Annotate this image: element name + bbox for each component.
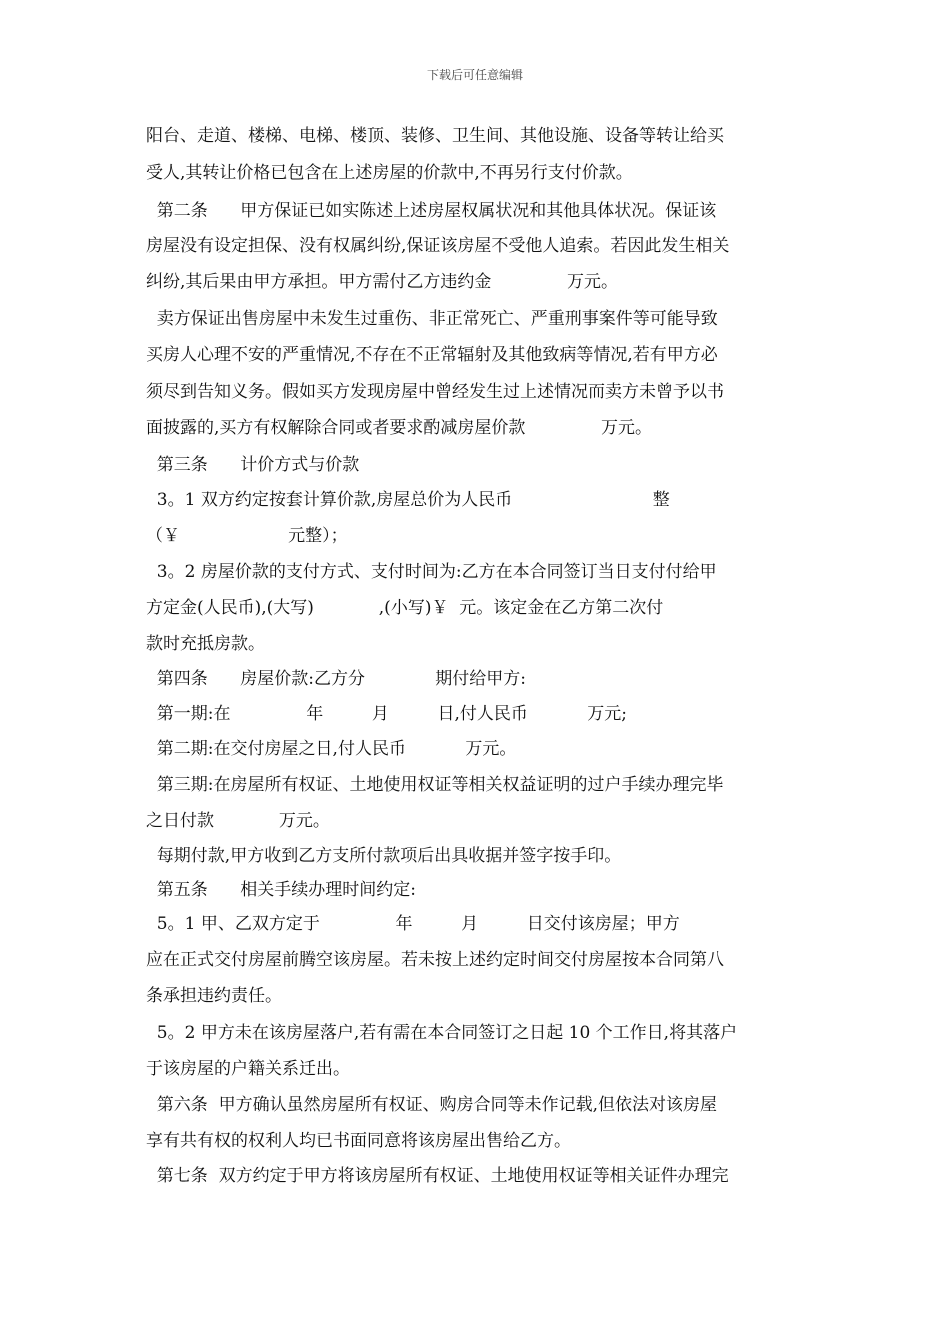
text-line: 第六条 甲方确认虽然房屋所有权证、购房合同等未作记载,但依法对该房屋 xyxy=(146,1095,718,1115)
text-line: 3。1 双方约定按套计算价款,房屋总价为人民币 整 xyxy=(146,490,670,510)
text-line: 面披露的,买方有权解除合同或者要求酌减房屋价款 万元。 xyxy=(146,418,653,438)
text-line: 第五条 相关手续办理时间约定: xyxy=(146,880,416,900)
text-line: 每期付款,甲方收到乙方支所付款项后出具收据并签字按手印。 xyxy=(146,846,622,866)
text-line: 方定金(人民币),(大写) ,(小写)￥ 元。该定金在乙方第二次付 xyxy=(146,598,664,618)
text-line: 卖方保证出售房屋中未发生过重伤、非正常死亡、严重刑事案件等可能导致 xyxy=(146,309,718,329)
text-line: 须尽到告知义务。假如买方发现房屋中曾经发生过上述情况而卖方未曾予以书 xyxy=(146,382,724,402)
text-line: 款时充抵房款。 xyxy=(146,634,265,654)
text-line: （￥ 元整）； xyxy=(146,526,348,546)
text-line: 第三条 计价方式与价款 xyxy=(146,455,360,475)
text-line: 之日付款 万元。 xyxy=(146,811,330,831)
text-line: 买房人心理不安的严重情况,不存在不正常辐射及其他致病等情况,若有甲方必 xyxy=(146,345,718,365)
text-line: 条承担违约责任。 xyxy=(146,986,282,1006)
text-line: 5。1 甲、乙双方定于 年 月 日交付该房屋；甲方 xyxy=(146,914,680,934)
text-line: 纠纷,其后果由甲方承担。甲方需付乙方违约金 万元。 xyxy=(146,272,619,292)
text-line: 受人,其转让价格已包含在上述房屋的价款中,不再另行支付价款。 xyxy=(146,163,633,183)
page-header: 下载后可任意编辑 xyxy=(426,68,523,82)
text-line: 第一期:在 年 月 日,付人民币 万元; xyxy=(146,704,628,724)
text-line: 房屋没有设定担保、没有权属纠纷,保证该房屋不受他人追索。若因此发生相关 xyxy=(146,236,730,256)
text-line: 第七条 双方约定于甲方将该房屋所有权证、土地使用权证等相关证件办理完 xyxy=(146,1166,729,1186)
text-line: 应在正式交付房屋前腾空该房屋。若未按上述约定时间交付房屋按本合同第八 xyxy=(146,950,724,970)
text-line: 第四条 房屋价款:乙方分 期付给甲方: xyxy=(146,669,526,689)
text-line: 享有共有权的权利人均已书面同意将该房屋出售给乙方。 xyxy=(146,1131,571,1151)
text-line: 5。2 甲方未在该房屋落户,若有需在本合同签订之日起 10 个工作日,将其落户 xyxy=(146,1023,738,1043)
text-line: 第二期:在交付房屋之日,付人民币 万元。 xyxy=(146,739,517,759)
text-line: 第二条 甲方保证已如实陈述上述房屋权属状况和其他具体状况。保证该 xyxy=(146,201,717,221)
text-line: 阳台、走道、楼梯、电梯、楼顶、装修、卫生间、其他设施、设备等转让给买 xyxy=(146,126,724,146)
text-line: 3。2 房屋价款的支付方式、支付时间为:乙方在本合同签订当日支付付给甲 xyxy=(146,562,717,582)
text-line: 第三期:在房屋所有权证、土地使用权证等相关权益证明的过户手续办理完毕 xyxy=(146,775,724,795)
text-line: 于该房屋的户籍关系迁出。 xyxy=(146,1059,350,1079)
